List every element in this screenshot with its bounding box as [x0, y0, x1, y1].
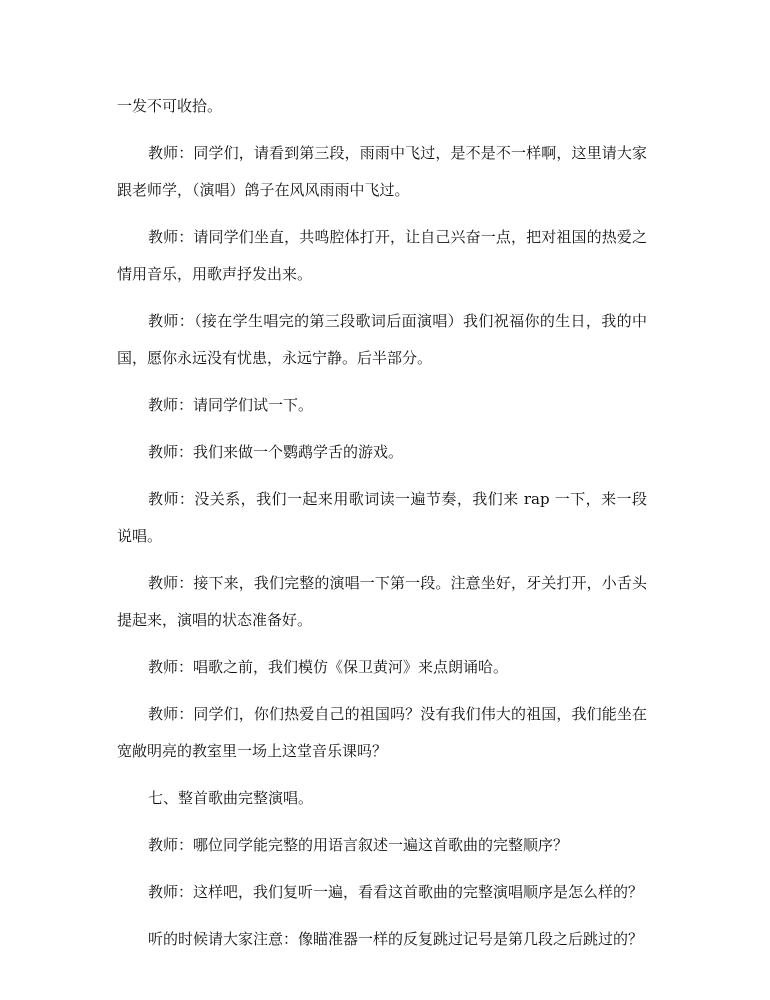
paragraph: 教师：请同学们坐直，共鸣腔体打开，让自己兴奋一点，把对祖国的热爱之情用音乐，用歌声抒发出来。 — [117, 228, 647, 283]
paragraph: 教师：这样吧，我们复听一遍，看看这首歌曲的完整演唱顺序是怎么样的？ — [148, 883, 644, 901]
paragraph: 教师：（接在学生唱完的第三段歌词后面演唱）我们祝福你的生日，我的中国，愿你永远没有忧患，永远宁静。后半部分。 — [117, 312, 647, 367]
paragraph: 教师：我们来做一个鹦鹉学舌的游戏。 — [148, 443, 404, 461]
paragraph: 教师：哪位同学能完整的用语言叙述一遍这首歌曲的完整顺序？ — [148, 836, 569, 854]
paragraph: 教师：没关系，我们一起来用歌词读一遍节奏，我们来 rap 一下，来一段说唱。 — [117, 490, 647, 545]
section-heading: 七、整首歌曲完整演唱。 — [148, 789, 314, 807]
paragraph: 教师：唱歌之前，我们模仿《保卫黄河》来点朗诵哈。 — [148, 658, 509, 676]
paragraph: 教师：同学们，你们热爱自己的祖国吗？没有我们伟大的祖国，我们能坐在宽敞明亮的教室里一场上这堂音乐课吗？ — [117, 705, 647, 760]
paragraph-continuation: 一发不可收拾。 — [117, 97, 223, 115]
paragraph: 教师：接下来，我们完整的演唱一下第一段。注意坐好，牙关打开，小舌头提起来，演唱的状态准备好。 — [117, 574, 647, 629]
document-body — [117, 88, 647, 968]
paragraph: 教师：请同学们试一下。 — [148, 396, 314, 414]
paragraph: 听的时候请大家注意：像瞄准器一样的反复跳过记号是第几段之后跳过的？ — [148, 930, 644, 948]
paragraph: 教师：同学们，请看到第三段，雨雨中飞过，是不是不一样啊，这里请大家跟老师学，（演唱）鸽子在风风雨雨中飞过。 — [117, 144, 647, 199]
